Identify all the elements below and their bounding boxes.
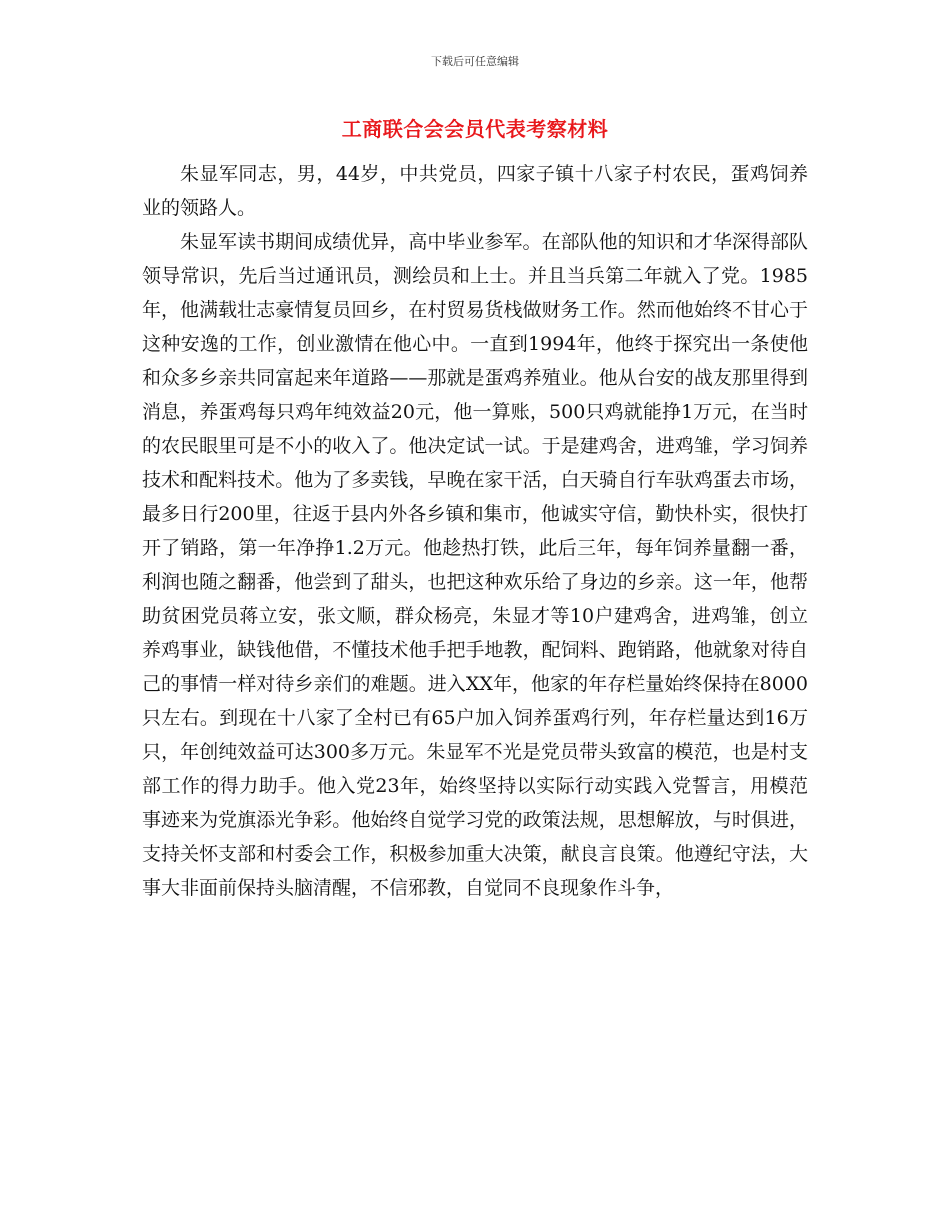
document-body <box>142 157 808 905</box>
document-title: 工商联合会会员代表考察材料 <box>341 117 609 141</box>
header-note: 下载后可任意编辑 <box>431 55 519 68</box>
paragraph: 朱显军同志，男，44岁，中共党员，四家子镇十八家子村农民，蛋鸡饲养业的领路人。 <box>142 163 808 219</box>
paragraph: 朱显军读书期间成绩优异，高中毕业参军。在部队他的知识和才华深得部队领导常识，先后当过通讯员，测绘员和上士。并且当兵第二年就入了党。1985年，他满载壮志豪情复员回乡，在村贸易货栈做财务工作。然而他始终不甘心于这种安逸的工作，创业激情在他心中。一直到1994年，他终于探究出一条使他和众多乡亲共同富起来年道路——那就是蛋鸡养殖业。他从台安的战友那里得到消息，养蛋鸡每只鸡年纯效益20元，他一算账，500只鸡就能挣1万元，在当时的农民眼里可是不小的收入了。他决定试一试。于是建鸡舍，进鸡雏，学习饲养技术和配料技术。他为了多卖钱，早晚在家干活，白天骑自行车驮鸡蛋去市场，最多日行200里，往返于县内外各乡镇和集市，他诚实守信，勤快朴实，很快打开了销路，第一年净挣1.2万元。他趁热打铁，此后三年，每年饲养量翻一番，利润也随之翻番，他尝到了甜头，也把这种欢乐给了身边的乡亲。这一年，他帮助贫困党员蒋立安，张文顺，群众杨亮，朱显才等10户建鸡舍，进鸡雏，创立养鸡事业，缺钱他借，不懂技术他手把手地教，配饲料、跑销路，他就象对待自己的事情一样对待乡亲们的难题。进入XX年，他家的年存栏量始终保持在8000只左右。到现在十八家了全村已有65户加入饲养蛋鸡行列，年存栏量达到16万只，年创纯效益可达300多万元。朱显军不光是党员带头致富的模范，也是村支部工作的得力助手。他入党23年，始终坚持以实际行动实践入党誓言，用模范事迹来为党旗添光争彩。他始终自觉学习党的政策法规，思想解放，与时俱进，支持关怀支部和村委会工作，积极参加重大决策，献良言良策。他遵纪守法，大事大非面前保持头脑清醒，不信邪教，自觉同不良现象作斗争， <box>142 231 808 899</box>
